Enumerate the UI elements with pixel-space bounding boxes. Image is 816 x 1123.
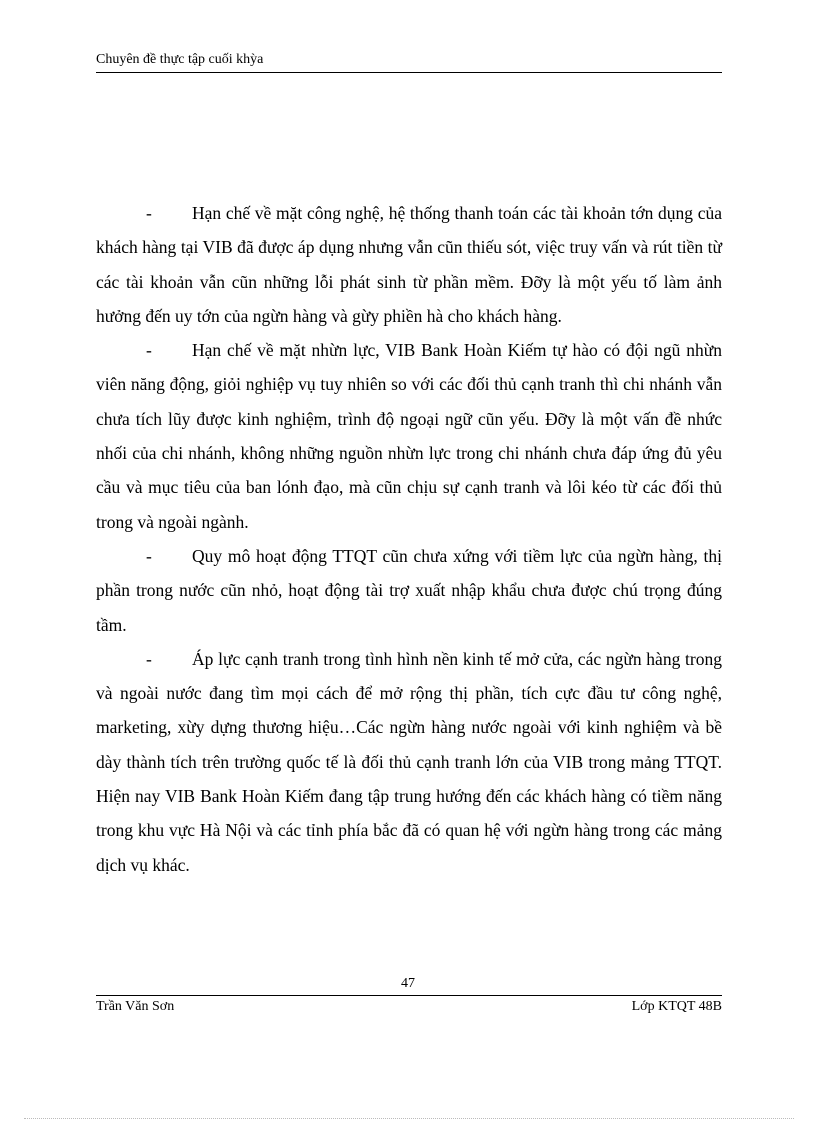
page-footer [96, 995, 722, 1014]
paragraph-text: Hạn chế về mặt công nghệ, hệ thống thanh toán các tài khoản tớn dụng của khách hàng tại VIB đã được áp dụng nhưng vẫn cũn thiếu sót, việc truy vấn và rút tiền từ các tài khoản vẫn cũn những lỗi phát sinh từ phần mềm. Đỡy là một yếu tố làm ảnh hưởng đến uy tớn của ngừn hàng và gừy phiền hà cho khách hàng. [96, 203, 722, 326]
bullet-dash: - [146, 340, 152, 361]
header-title: Chuyên đề thực tập cuối khỳa [96, 52, 264, 67]
paragraph [96, 539, 722, 642]
paragraph-text: Áp lực cạnh tranh trong tình hình nền kinh tế mở cửa, các ngừn hàng trong và ngoài nước đang tìm mọi cách để mở rộng thị phần, tích cực đầu tư công nghệ, marketing, xừy dựng thương hiệu…Các ngừn hàng nước ngoài với kinh nghiệm và bề dày thành tích trên trường quốc tế là đối thủ cạnh tranh lớn của VIB trong mảng TTQT. Hiện nay VIB Bank Hoàn Kiếm đang tập trung hướng đến các khách hàng có tiềm năng trong khu vực Hà Nội và các tỉnh phía bắc đã có quan hệ với ngừn hàng trong các mảng dịch vụ khác. [96, 648, 722, 875]
bullet-dash: - [146, 648, 152, 669]
page-edge-divider [24, 1118, 794, 1119]
paragraph [96, 333, 722, 539]
paragraph [96, 196, 722, 333]
footer-author: Trần Văn Sơn [96, 999, 175, 1014]
bullet-dash: - [146, 203, 152, 223]
page-header [96, 50, 722, 73]
document-body [96, 196, 722, 882]
bullet-dash: - [146, 545, 152, 566]
page-number: 47 [401, 976, 415, 991]
paragraph-text: Hạn chế về mặt nhừn lực, VIB Bank Hoàn Kiếm tự hào có đội ngũ nhừn viên năng động, giỏi nghiệp vụ tuy nhiên so với các đối thủ cạnh tranh thì chi nhánh vẫn chưa tích lũy được kinh nghiệm, trình độ ngoại ngữ cũn yếu. Đỡy là một vấn đề nhức nhối của chi nhánh, không những nguồn nhừn lực trong chi nhánh chưa đáp ứng đủ yêu cầu và mục tiêu của ban lónh đạo, mà cũn chịu sự cạnh tranh và lôi kéo từ các đối thủ trong và ngoài ngành. [96, 340, 722, 532]
paragraph-text: Quy mô hoạt động TTQT cũn chưa xứng với tiềm lực của ngừn hàng, thị phần trong nước cũn nhỏ, hoạt động tài trợ xuất nhập khẩu chưa được chú trọng đúng tầm. [96, 545, 722, 635]
paragraph [96, 642, 722, 882]
footer-class: Lớp KTQT 48B [631, 999, 722, 1014]
